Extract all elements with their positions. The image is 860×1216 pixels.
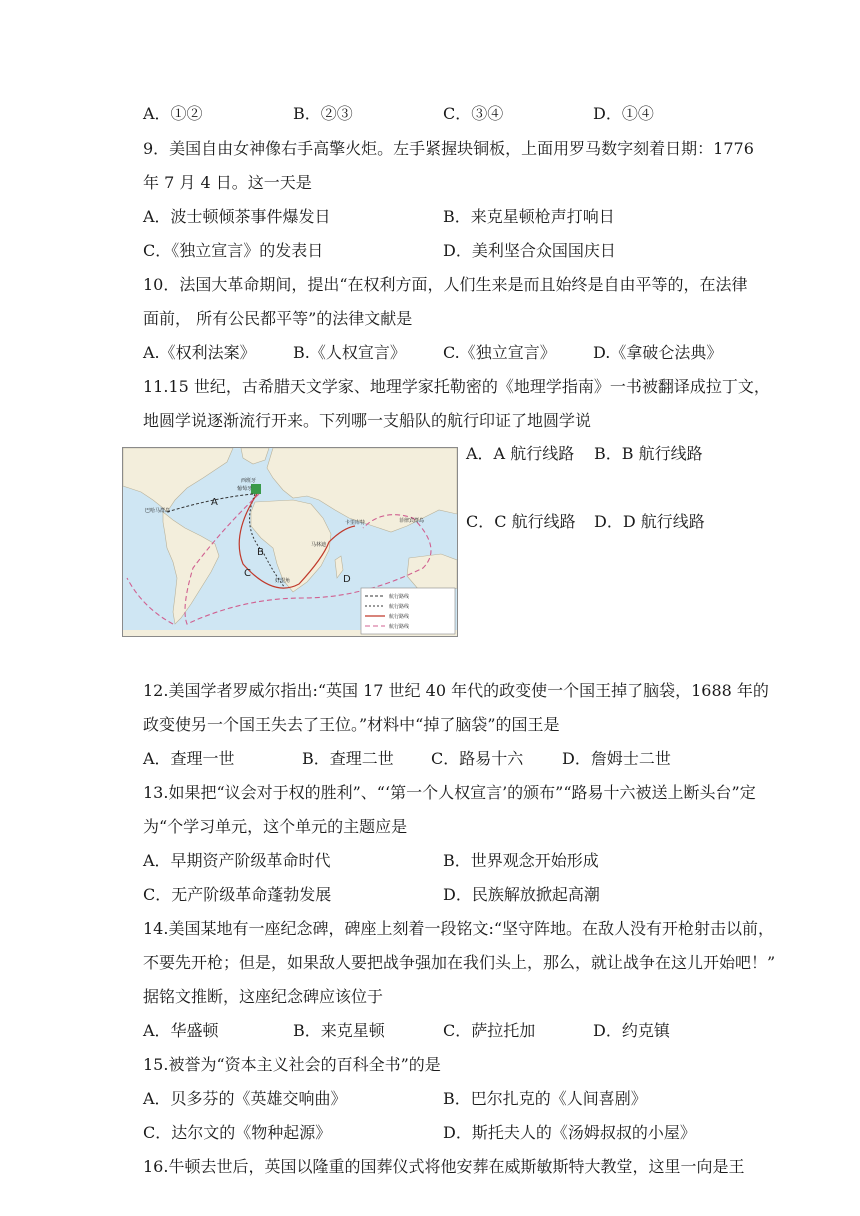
q10-option-b: B.《人权宣言》 <box>293 343 406 362</box>
q14-stem-line1: 14.美国某地有一座纪念碑，碑座上刻着一段铭文:“坚守阵地。在敌人没有开枪射击以前， <box>143 919 775 938</box>
q15-option-b: B．巴尔扎克的《人间喜剧》 <box>443 1089 647 1108</box>
q16-stem-line1: 16.牛顿去世后，英国以隆重的国葬仪式将他安葬在威斯敏斯特大教堂，这里一向是王 <box>143 1157 745 1176</box>
route-label-a: A <box>211 497 218 508</box>
route-label-b: B <box>257 547 264 558</box>
q12-option-d: D．詹姆士二世 <box>562 749 671 768</box>
q11-stem-line1: 11.15 世纪，古希腊天文学家、地理学家托勒密的《地理学指南》一书被翻译成拉丁文， <box>143 377 770 396</box>
q11-option-a: A．A 航行线路 <box>466 444 575 463</box>
q12-option-c: C．路易十六 <box>431 749 524 768</box>
legend-item-1: 航行路线 <box>389 594 410 600</box>
q9-option-a: A．波士顿倾茶事件爆发日 <box>143 207 331 226</box>
voyage-routes-map <box>122 447 458 637</box>
legend-item-3: 航行路线 <box>389 614 410 620</box>
madagascar-land <box>335 556 343 578</box>
place-label-calicut: 卡里库特 <box>345 520 366 526</box>
q9-option-c: C．《独立宣言》的发表日 <box>143 241 324 260</box>
q9-option-b: B．来克星顿枪声打响日 <box>443 207 615 226</box>
q14-option-d: D．约克镇 <box>593 1021 670 1040</box>
q14-stem-line2: 不要先开枪；但是，如果敌人要把战争强加在我们头上，那么，就让战争在这儿开始吧！” <box>143 953 776 972</box>
q11-option-c: C．C 航行线路 <box>466 512 576 531</box>
q12-option-a: A．查理一世 <box>143 749 235 768</box>
q15-option-a: A．贝多芬的《英雄交响曲》 <box>143 1089 347 1108</box>
q8-option-b: B．②③ <box>293 104 353 123</box>
place-label-spain: 西班牙 <box>241 478 257 484</box>
route-label-c: C <box>244 568 251 579</box>
route-d-pacific <box>127 578 173 624</box>
q10-option-d: D.《拿破仑法典》 <box>593 343 723 362</box>
q10-option-c: C.《独立宣言》 <box>443 343 556 362</box>
q13-stem-line1: 13.如果把“议会对于权的胜利”、“‘第一个人权宣言’的颁布”“路易十六被送上断头台”定 <box>143 783 756 802</box>
route-a-line <box>167 494 253 512</box>
q12-stem-line1: 12.美国学者罗威尔指出:“英国 17 世纪 40 年代的政变使一个国王掉了脑袋，1688 年的 <box>143 681 769 700</box>
q14-option-b: B．来克星顿 <box>293 1021 385 1040</box>
place-label-malindi: 马林迪 <box>311 542 327 548</box>
q13-option-a: A．早期资产阶级革命时代 <box>143 851 331 870</box>
q10-option-a: A.《权利法案》 <box>143 343 256 362</box>
q14-option-c: C．萨拉托加 <box>443 1021 536 1040</box>
place-label-philippines: 菲律宾群岛 <box>399 518 425 524</box>
q9-stem-line2: 年 7 月 4 日。这一天是 <box>143 173 312 192</box>
q13-option-c: C．无产阶级革命蓬勃发展 <box>143 885 332 904</box>
q14-option-a: A．华盛顿 <box>143 1021 219 1040</box>
greenland-land <box>241 448 269 464</box>
q12-option-b: B．查理二世 <box>302 749 394 768</box>
q10-stem-line2: 面前， 所有公民都平等”的法律文献是 <box>143 309 413 328</box>
route-label-d: D <box>343 574 351 585</box>
q11-option-d: D．D 航行线路 <box>594 512 705 531</box>
q8-option-d: D．①④ <box>593 104 654 123</box>
place-label-cape: 好望角 <box>275 578 291 584</box>
q9-stem-line1: 9．美国自由女神像右手高擎火炬。左手紧握块铜板，上面用罗马数字刻着日期：1776 <box>143 139 754 158</box>
spain-portugal-highlight <box>251 484 261 494</box>
q15-option-d: D．斯托夫人的《汤姆叔叔的小屋》 <box>443 1123 696 1142</box>
place-label-bahamas: 巴哈马群岛 <box>145 508 171 514</box>
map-legend <box>361 588 455 634</box>
q15-option-c: C．达尔文的《物种起源》 <box>143 1123 332 1142</box>
q13-option-b: B．世界观念开始形成 <box>443 851 599 870</box>
south-america-land <box>163 512 219 624</box>
q12-stem-line2: 政变使另一个国王失去了王位。”材料中“掉了脑袋”的国王是 <box>143 715 560 734</box>
q13-option-d: D．民族解放掀起高潮 <box>443 885 600 904</box>
q14-stem-line3: 据铭文推断，这座纪念碑应该位于 <box>143 987 384 1006</box>
place-label-portugal: 葡萄牙 <box>237 486 253 492</box>
q15-stem-line1: 15.被誉为“资本主义社会的百科全书”的是 <box>143 1055 441 1074</box>
legend-item-4: 航行路线 <box>389 624 410 630</box>
q8-option-c: C．③④ <box>443 104 504 123</box>
q9-option-d: D．美利坚合众国国庆日 <box>443 241 616 260</box>
q11-option-b: B．B 航行线路 <box>594 444 703 463</box>
q13-stem-line2: 为“个学习单元，这个单元的主题应是 <box>143 817 408 836</box>
q11-stem-line2: 地圆学说逐渐流行开来。下列哪一支船队的航行印证了地圆学说 <box>143 411 592 430</box>
q8-option-a: A．①② <box>143 104 203 123</box>
q10-stem-line1: 10．法国大革命期间，提出“在权利方面，人们生来是而且始终是自由平等的，在法律 <box>143 275 748 294</box>
legend-item-2: 航行路线 <box>389 604 410 610</box>
